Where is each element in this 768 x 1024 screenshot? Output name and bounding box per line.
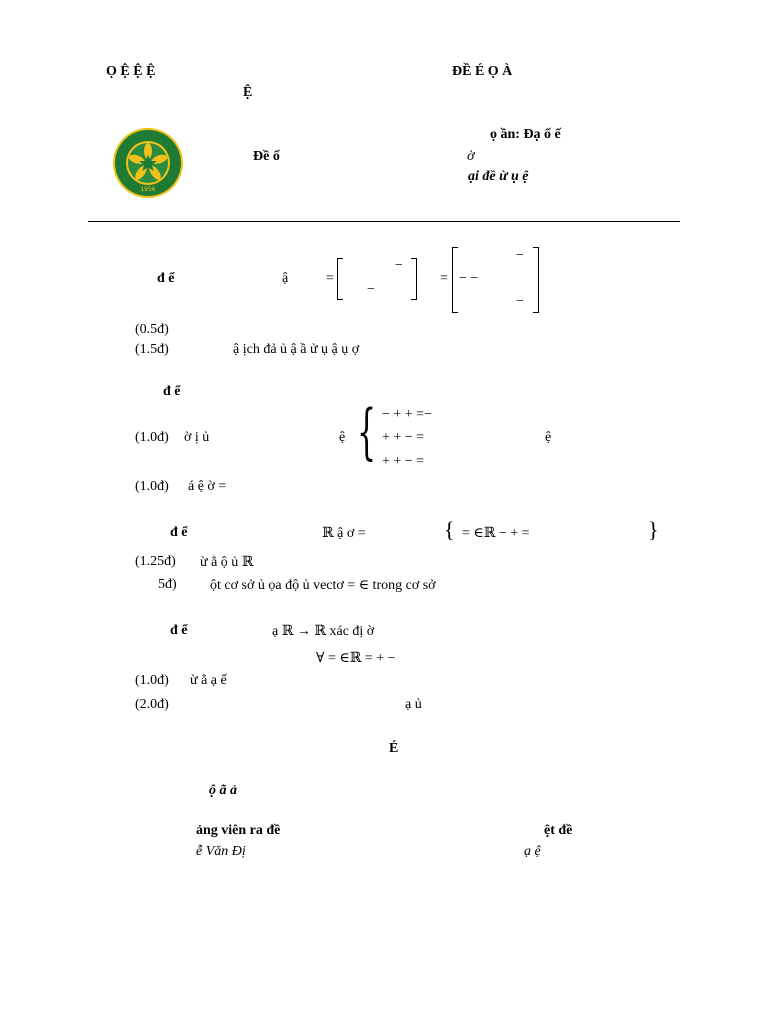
- question-4b-text: ạ ủ: [405, 697, 422, 712]
- system-row1: − + + =−: [382, 407, 432, 422]
- set-open-brace: {: [444, 517, 455, 542]
- question-4b-points: (2.0đ): [135, 697, 169, 712]
- course-name: ọ ần: Đạ ố ế: [490, 127, 561, 142]
- header-university-line1: Ọ Ệ Ệ Ệ: [106, 64, 156, 79]
- approver-label: ệt đề: [544, 823, 573, 838]
- question-4-label: đ ể: [170, 623, 188, 638]
- matrix-a-row1: −: [395, 258, 403, 273]
- question-2b-points: (1.0đ): [135, 479, 169, 494]
- system-side-note: ệ: [545, 430, 552, 445]
- system-left-brace: {: [357, 397, 377, 467]
- question-3a-points: (1.25đ): [135, 554, 176, 569]
- question-4a-points: (1.0đ): [135, 673, 169, 688]
- question-1a-points: (0.5đ): [135, 322, 169, 337]
- lecturer-name: ễ Văn Đị: [196, 844, 246, 859]
- question-2a-tail: ệ: [339, 430, 346, 445]
- question-1-intro: ậ: [282, 271, 289, 286]
- set-close-brace: }: [648, 517, 659, 542]
- question-1-label: đ ể: [157, 271, 175, 286]
- approver-name: ạ ệ: [524, 844, 541, 859]
- exam-number: Đề ố: [253, 149, 280, 164]
- svg-text:1956: 1956: [140, 186, 156, 193]
- question-3b-points: 5đ): [158, 577, 177, 592]
- logo-emblem-icon: [112, 127, 184, 199]
- question-4a-text: ừ ằ ạ ế: [190, 673, 227, 688]
- proctor-note: ộ ã ả: [209, 783, 237, 798]
- question-4-formula: ∀ = ∈ℝ = + −: [316, 651, 396, 666]
- exam-type: ại đề ừ ụ ệ: [468, 169, 529, 184]
- question-3b-text: ột cơ sở ủ ọa độ ủ vectơ = ∈ trong cơ sở: [210, 578, 436, 593]
- header-exam-title: ĐỀ É Ọ À: [452, 64, 513, 79]
- question-1b-points: (1.5đ): [135, 342, 169, 357]
- question-2a-text: ờ ị ủ: [184, 430, 210, 445]
- question-3-statement: ℝ ậ ơ =: [322, 526, 366, 541]
- set-definition: = ∈ℝ − + =: [462, 526, 530, 541]
- question-2-label: đ ể: [163, 384, 181, 399]
- question-4-mapping: ạ ℝ → ℝ xác đị ờ: [272, 624, 375, 639]
- question-2b-text: á ệ ờ =: [188, 479, 227, 494]
- question-2a-points: (1.0đ): [135, 430, 169, 445]
- system-row2: + + − =: [382, 430, 425, 445]
- matrix-b-row1: −: [516, 248, 524, 263]
- matrix-b-equals: =: [440, 271, 448, 286]
- university-logo: [112, 127, 184, 199]
- lecturer-label: ảng viên ra đề: [196, 823, 281, 838]
- matrix-a-left-bracket: [337, 258, 343, 300]
- matrix-a-equals: =: [326, 271, 334, 286]
- system-row3: + + − =: [382, 454, 425, 469]
- matrix-a-row2: −: [367, 282, 375, 297]
- exam-time: ờ: [467, 149, 475, 164]
- header-divider: [88, 221, 680, 222]
- matrix-a-right-bracket: [411, 258, 417, 300]
- question-3-label: đ ể: [170, 525, 188, 540]
- matrix-b-row3: −: [516, 294, 524, 309]
- header-university-line2: Ệ: [243, 85, 253, 100]
- matrix-b-row2: − −: [459, 271, 479, 286]
- question-3a-text: ừ ằ ộ ủ ℝ: [200, 555, 254, 570]
- matrix-b-right-bracket: [533, 247, 539, 313]
- end-marker: É: [389, 741, 399, 756]
- matrix-b-left-bracket: [452, 247, 458, 313]
- question-1b-text: ậ ịch đả ủ ậ ầ ử ụ ậ ụ ợ: [233, 342, 360, 357]
